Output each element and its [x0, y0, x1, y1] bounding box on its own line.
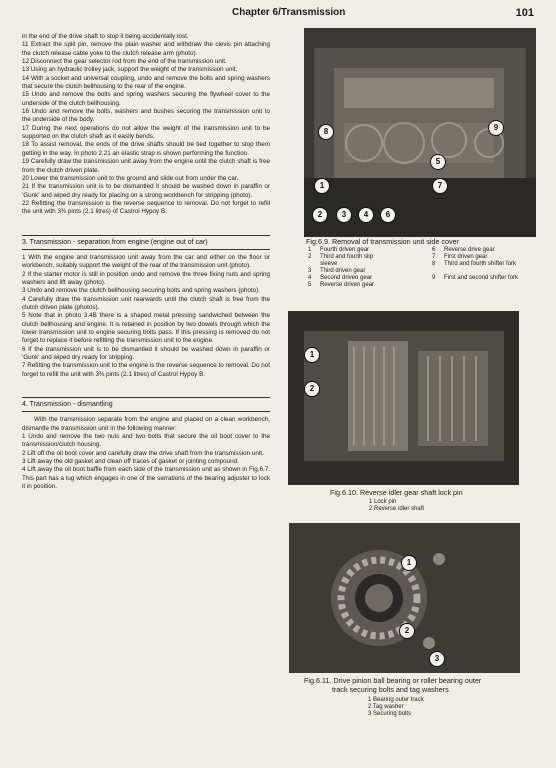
paragraph: 15 Undo and remove the bolts and spring washers securing the flywheel cover to the underside of the clutch bellhousing.	[22, 91, 270, 107]
fig610-caption: Fig.6.10. Reverse idler gear shaft lock pin	[330, 488, 463, 497]
paragraph: in the end of the drive shaft to stop it being accidentally lost.	[22, 33, 189, 40]
paragraph: 22 Refitting the transmission is the reverse sequence to removal. Do not forget to refill the unit with 3⅜ pints (2.1 litres) of Castrol Hypoy B.	[22, 199, 270, 216]
paragraph: 12 Disconnect the gear selector rod from the end of the transmission unit.	[22, 58, 227, 66]
callout-2: 2	[399, 623, 415, 639]
legend-label: Second driven gear	[320, 275, 373, 281]
fig610-legend	[369, 499, 424, 513]
legend-label: Third and fourth slip sleeve	[320, 254, 374, 268]
paragraph: 3 Undo and remove the clutch bellhousing securing bolts and spring washers (photo).	[22, 287, 261, 295]
legend-item: 1 Lock pin	[369, 499, 397, 505]
legend-number: 3	[308, 268, 312, 274]
legend-label: Third driven gear	[320, 268, 366, 274]
legend-number: 5	[308, 282, 312, 288]
text-column	[22, 33, 270, 492]
callout-4: 4	[358, 207, 374, 223]
reverse-idler-photo	[288, 311, 519, 485]
paragraph: 7 Refitting the transmission unit to the engine is the reverse sequence to removal. Do not forget to refill the unit with 3⅜ pints (2.1 litres) of Castrol Hypoy B.	[22, 362, 270, 378]
chapter-title: Chapter 6/Transmission	[232, 7, 346, 18]
legend-label: First and second shifter fork	[444, 275, 519, 281]
legend-number: 7	[432, 254, 436, 260]
drive-pinion-bearing-photo	[289, 523, 520, 673]
bearing-photo-art	[289, 523, 520, 673]
callout-2: 2	[304, 381, 320, 397]
fig611-caption-line2: track securing bolts and tag washers	[332, 685, 449, 694]
paragraph: 4 Lift away the oil boot baffle from each side of the transmission unit as shown in Fig.6.7. This part has a lug which engages in one of the serrations of the bearing adjuster to lock it in position.	[22, 466, 270, 491]
legend-item: 2 Reverse idler shaft	[369, 506, 425, 513]
fig611-legend	[368, 697, 424, 719]
callout-8: 8	[318, 124, 334, 140]
legend-number: 9	[432, 275, 436, 281]
legend-item: 2 Tag washer	[368, 704, 404, 711]
legend-label: Fourth driven gear	[320, 247, 370, 253]
idler-photo-art	[288, 311, 519, 485]
legend-item: 3 Securing bolts	[368, 711, 412, 718]
callout-1: 1	[304, 347, 320, 363]
paragraph: 14 With a socket and universal coupling, undo and remove the bolts and spring washers that secure the clutch bellhousing to the rear of the engine.	[22, 74, 270, 91]
callout-3: 3	[429, 651, 445, 667]
callout-7: 7	[432, 178, 448, 194]
paragraph: 13 Using an hydraulic trolley jack, support the weight of the transmission unit.	[22, 66, 238, 74]
paragraph: 16 Undo and remove the bolts, washers and bushes securing the transmission unit to the underside of the body.	[22, 108, 270, 124]
paragraph: 4 Carefully draw the transmission unit rearwards until the clutch shaft is free from the clutch driven plate (photos).	[22, 295, 270, 311]
paragraph: 17 During the next operations do not allow the weight of the transmission unit to be supported on the clutch shaft as it easily bends.	[22, 124, 270, 141]
callout-1: 1	[401, 555, 417, 571]
fig611-caption-line1: Fig.6.11. Drive pinion ball bearing or roller bearing outer	[304, 676, 482, 685]
section-heading: 3. Transmission - separation from engine (engine out of car)	[22, 235, 270, 250]
paragraph: 5 Note that in photo 3.4B there is a shaped metal pressing sandwiched between the clutch bellhousing and engine. It is retained in position by two dowels through which the lower transmission unit to engine securing bolts pass. If this pressing is removed do not forget to replace it before refitting the transmission unit to the engine.	[22, 312, 270, 345]
paragraph: 19 Carefully draw the transmission unit away from the engine until the clutch shaft is free from the clutch driven plate.	[22, 158, 270, 174]
paragraph: 1 Undo and remove the two nuts and two bolts that secure the oil boot cover to the transmission/clutch housing.	[22, 433, 270, 449]
page-number: 101	[515, 7, 534, 19]
callout-9: 9	[488, 120, 504, 136]
paragraph: 2 If the starter motor is still in position undo and remove the three fixing nuts and spring washers and lift away (photo).	[22, 270, 270, 286]
legend-number: 1	[308, 247, 312, 253]
paragraph: 3 Lift away the old gasket and clean off traces of gasket or jointing compound.	[22, 458, 239, 466]
fig69-legend	[308, 247, 538, 301]
legend-label: First driven gear	[444, 254, 488, 260]
legend-number: 4	[308, 275, 312, 281]
paragraph: 21 If the transmission unit is to be dismantled it should be washed down in paraffin or 'Gunk' and wiped dry ready for placing on a strong workbench for stripping (photo).	[22, 183, 270, 199]
legend-number: 6	[432, 247, 436, 253]
legend-label: Third and fourth shifter fork	[444, 261, 517, 267]
callout-5: 5	[430, 154, 446, 170]
legend-number: 2	[308, 254, 312, 260]
section-heading: 4. Transmission - dismantling	[22, 397, 270, 412]
legend-number: 8	[432, 261, 436, 267]
callout-3: 3	[336, 207, 352, 223]
paragraph: 2 Lift off the oil boot cover and carefully draw the drive shaft from the transmission unit.	[22, 449, 264, 457]
paragraph: With the transmission separate from the engine and placed on a clean workbench, dismantle the transmission unit in the following manner:	[22, 416, 270, 432]
callout-2: 2	[312, 207, 328, 223]
paragraph: 1 With the engine and transmission unit away from the car and either on the floor or workbench, suitably support the weight of the rear of the transmission unit (photo).	[22, 253, 270, 270]
callout-6: 6	[380, 207, 396, 223]
paragraph: 20 Lower the transmission unit to the ground and slide out from under the car.	[22, 174, 239, 182]
paragraph: 18 To assist removal, the ends of the drive shafts should be tied together to stop them getting in the way. In photo 2.21 an elastic strap is shown performing the function.	[22, 141, 270, 157]
legend-label: Reverse driven gear	[320, 282, 375, 288]
callout-1: 1	[314, 178, 330, 194]
paragraph: 6 If the transmission unit is to be dismantled it should be washed down in paraffin or 'Gunk' and wiped dry ready for stripping.	[22, 345, 270, 362]
legend-item: 1 Bearing outer track	[368, 697, 424, 703]
legend-label: Reverse drive gear	[444, 247, 495, 253]
fig69-caption: Fig.6.9. Removal of transmission unit side cover	[306, 237, 459, 246]
paragraph: 11 Extract the split pin, remove the plain washer and withdraw the clevis pin attaching the clutch release cable yoke to the clutch release arm (photo).	[22, 41, 270, 57]
gearbox-side-cover-photo	[304, 28, 536, 237]
